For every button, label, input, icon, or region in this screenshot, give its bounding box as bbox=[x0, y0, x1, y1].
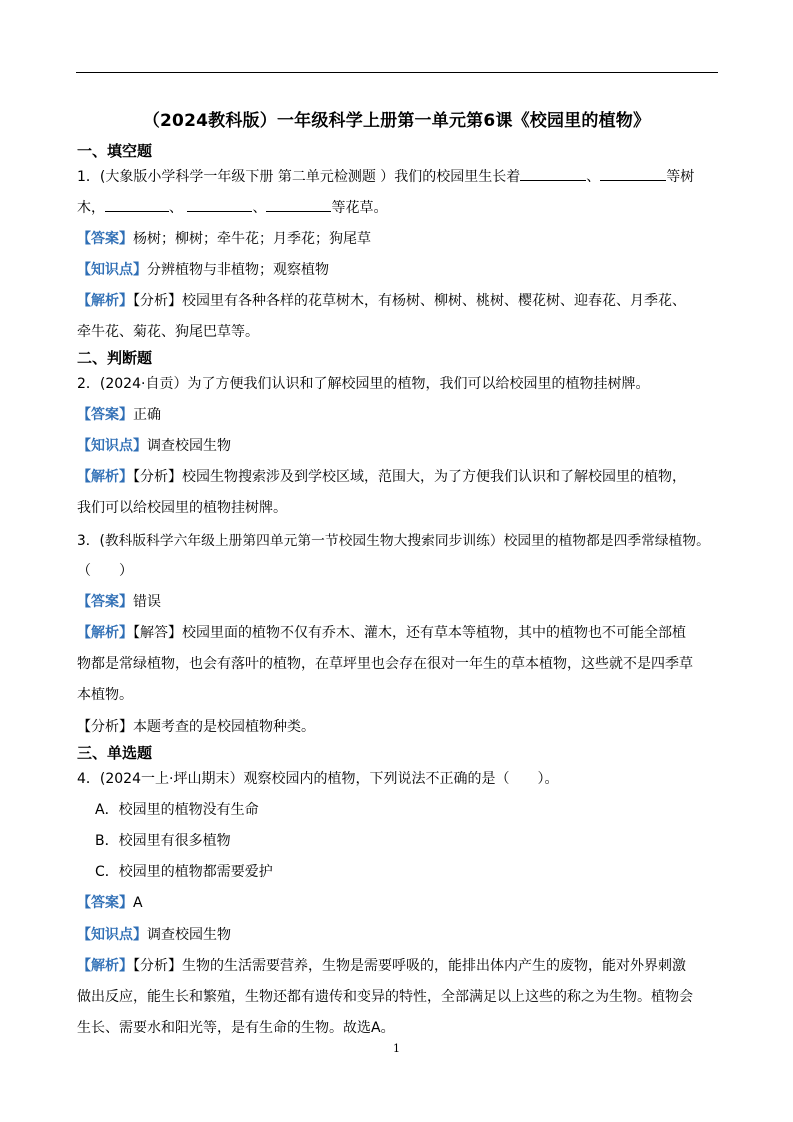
q1-sep3: 、 bbox=[252, 200, 267, 216]
fenxi-label: 【分析】 bbox=[77, 719, 133, 735]
answer-label: 【答案】 bbox=[77, 594, 133, 610]
q2-answer-text: 正确 bbox=[133, 407, 161, 423]
q1-analysis-line2: 牵牛花、菊花、狗尾巴草等。 bbox=[77, 324, 259, 340]
knowledge-label: 【知识点】 bbox=[77, 438, 147, 454]
q1-sep1: 、 bbox=[586, 169, 601, 185]
q3-stem-line2: （ ） bbox=[77, 563, 133, 579]
q3-fenxi-text: 本题考查的是校园植物种类。 bbox=[133, 719, 315, 735]
q4-analysis-line3: 生长、需要水和阳光等，是有生命的生物。故选A。 bbox=[77, 1020, 395, 1036]
section-heading-choice: 三、单选题 bbox=[77, 744, 153, 762]
q1-stem-line1 bbox=[77, 166, 694, 186]
q2-answer bbox=[77, 404, 161, 424]
q1-blank-3 bbox=[105, 197, 169, 212]
q4-analysis-line2: 做出反应，能生长和繁殖，生物还都有遗传和变异的特性，全部满足以上这些的称之为生物。植物会 bbox=[77, 989, 693, 1005]
jieda-label: 【解答】 bbox=[133, 625, 182, 641]
q1-blank-4 bbox=[187, 197, 252, 212]
q4-answer bbox=[77, 892, 143, 912]
answer-label: 【答案】 bbox=[77, 231, 133, 247]
q1-knowledge bbox=[77, 259, 329, 279]
analysis-label: 【解析】 bbox=[77, 469, 133, 485]
q1-answer-text: 杨树；柳树；牵牛花；月季花；狗尾草 bbox=[133, 231, 371, 247]
q1-stem-a: 1．(大象版小学科学一年级下册 第二单元检测题 ）我们的校园里生长着 bbox=[77, 169, 521, 185]
header-rule bbox=[76, 72, 718, 73]
q2-knowledge-text: 调查校园生物 bbox=[147, 438, 231, 454]
q3-analysis-line3: 本植物。 bbox=[77, 687, 133, 703]
q4-analysis-line1 bbox=[77, 955, 686, 975]
analysis-label: 【解析】 bbox=[77, 293, 133, 309]
q2-stem: 2．(2024·自贡）为了方便我们认识和了解校园里的植物，我们可以给校园里的植物挂树牌。 bbox=[77, 376, 650, 392]
analysis-label: 【解析】 bbox=[77, 958, 133, 974]
q4-answer-text: A bbox=[133, 895, 143, 911]
q1-analysis-text1: 校园里有各种各样的花草树木，有杨树、柳树、桃树、樱花树、迎春花、月季花、 bbox=[182, 293, 686, 309]
q4-knowledge bbox=[77, 924, 231, 944]
q4-option-c: C．校园里的植物都需要爱护 bbox=[95, 864, 273, 880]
q2-analysis-line1 bbox=[77, 466, 686, 486]
knowledge-label: 【知识点】 bbox=[77, 262, 147, 278]
q4-option-b: B．校园里有很多植物 bbox=[95, 833, 231, 849]
fenxi-label: 【分析】 bbox=[133, 469, 182, 485]
q1-knowledge-text: 分辨植物与非植物；观察植物 bbox=[147, 262, 329, 278]
answer-label: 【答案】 bbox=[77, 895, 133, 911]
q3-answer bbox=[77, 591, 161, 611]
q3-answer-text: 错误 bbox=[133, 594, 161, 610]
q2-knowledge bbox=[77, 435, 231, 455]
q1-analysis-line1 bbox=[77, 290, 686, 310]
q3-analysis-line1 bbox=[77, 622, 686, 642]
answer-label: 【答案】 bbox=[77, 407, 133, 423]
analysis-label: 【解析】 bbox=[77, 625, 133, 641]
fenxi-label: 【分析】 bbox=[133, 958, 182, 974]
q1-blank-1 bbox=[520, 166, 586, 181]
q1-sep2: 、 bbox=[169, 200, 188, 216]
page-number: 1 bbox=[393, 1042, 400, 1055]
q3-stem-line1: 3．(教科版科学六年级上册第四单元第一节校园生物大搜索同步训练）校园里的植物都是四季常绿植物。 bbox=[77, 533, 710, 549]
q1-stem-b: 等树 bbox=[666, 169, 695, 185]
q4-analysis-text1: 生物的生活需要营养，生物是需要呼吸的，能排出体内产生的废物，能对外界刺激 bbox=[182, 958, 686, 974]
q1-blank-5 bbox=[266, 197, 331, 212]
q1-stem-line2 bbox=[77, 197, 387, 217]
q1-blank-2 bbox=[600, 166, 666, 181]
q4-stem: 4．(2024一上·坪山期末）观察校园内的植物，下列说法不正确的是（ ）。 bbox=[77, 771, 559, 787]
q3-analysis-line2: 物都是常绿植物，也会有落叶的植物，在草坪里也会存在很对一年生的草本植物，这些就不是四季草 bbox=[77, 656, 693, 672]
q3-analysis-text1: 校园里面的植物不仅有乔木、灌木，还有草本等植物，其中的植物也不可能全部植 bbox=[182, 625, 686, 641]
q1-answer bbox=[77, 228, 371, 248]
q1-stem-d: 等花草。 bbox=[331, 200, 388, 216]
section-heading-fill: 一、填空题 bbox=[77, 142, 153, 160]
fenxi-label: 【分析】 bbox=[133, 293, 182, 309]
page-title: （2024教科版）一年级科学上册第一单元第6课《校园里的植物》 bbox=[142, 111, 651, 131]
q4-knowledge-text: 调查校园生物 bbox=[147, 927, 231, 943]
q2-analysis-line2: 我们可以给校园里的植物挂树牌。 bbox=[77, 500, 287, 516]
knowledge-label: 【知识点】 bbox=[77, 927, 147, 943]
q4-option-a: A．校园里的植物没有生命 bbox=[95, 802, 259, 818]
section-heading-judge: 二、判断题 bbox=[77, 349, 153, 367]
q2-analysis-text1: 校园生物搜索涉及到学校区域，范围大，为了方便我们认识和了解校园里的植物， bbox=[182, 469, 686, 485]
q1-stem-c: 木， bbox=[77, 200, 105, 216]
q3-fenxi bbox=[77, 716, 315, 736]
